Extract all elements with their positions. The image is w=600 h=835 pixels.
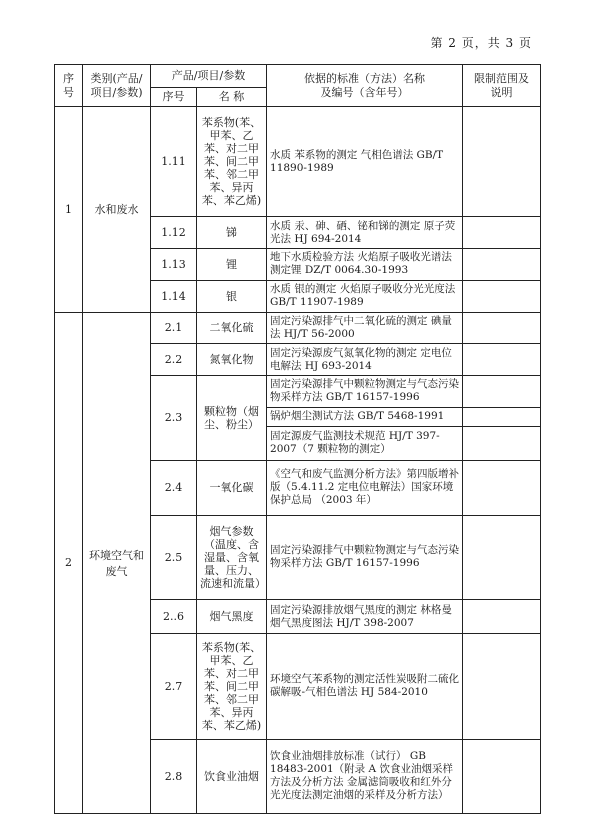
item-no: 1.12: [151, 217, 197, 249]
limit-cell: [463, 407, 541, 426]
item-standard: 水质 银的测定 火焰原子吸收分光光度法 GB/T 11907-1989: [267, 280, 463, 312]
group-seq: 1: [55, 107, 83, 312]
item-name: 饮食业油烟: [197, 739, 267, 813]
item-name: 烟气参数（温度、含湿量、含氧量、压力、流速和流量）: [197, 515, 267, 600]
item-standard: 锅炉烟尘测试方法 GB/T 5468-1991: [267, 407, 463, 426]
item-no: 1.14: [151, 280, 197, 312]
limit-cell: [463, 739, 541, 813]
item-standard: 《空气和废气监测分析方法》第四版增补版（5.4.11.2 定电位电解法）国家环境保护总局 （2003 年）: [267, 460, 463, 515]
item-no: 2..6: [151, 600, 197, 634]
item-standard: 水质 苯系物的测定 气相色谱法 GB/T 11890-1989: [267, 107, 463, 217]
table-row: [55, 312, 541, 344]
group-seq: 2: [55, 312, 83, 813]
limit-cell: [463, 280, 541, 312]
item-no: 1.13: [151, 249, 197, 281]
item-name: 苯系物(苯、甲苯、乙苯、对二甲苯、间二甲苯、邻二甲苯、异丙苯、苯乙烯): [197, 107, 267, 217]
item-no: 2.7: [151, 634, 197, 740]
item-standard: 固定源废气监测技术规范 HJ/T 397-2007（7 颗粒物的测定）: [267, 426, 463, 460]
item-standard: 固定污染源排气中二氧化硫的测定 碘量法 HJ/T 56-2000: [267, 312, 463, 344]
item-name: 二氧化硫: [197, 312, 267, 344]
item-name: 苯系物(苯、甲苯、乙苯、对二甲苯、间二甲苯、邻二甲苯、异丙苯、苯乙烯): [197, 634, 267, 740]
limit-cell: [463, 249, 541, 281]
group-category: 水和废水: [83, 107, 151, 312]
header-sub-seq: 序号: [151, 88, 197, 107]
item-standard: 环境空气苯系物的测定活性炭吸附二硫化碳解吸-气相色谱法 HJ 584-2010: [267, 634, 463, 740]
item-standard: 水质 汞、砷、硒、铋和锑的测定 原子荧光法 HJ 694-2014: [267, 217, 463, 249]
item-name: 锂: [197, 249, 267, 281]
page-number: 第 2 页，共 3 页: [430, 36, 532, 50]
header-limit: [463, 65, 541, 107]
header-standard-line1: 依据的标准（方法）名称: [304, 71, 426, 85]
item-name: 颗粒物（烟尘、粉尘）: [197, 375, 267, 460]
item-name: 锑: [197, 217, 267, 249]
standards-table: [54, 64, 541, 814]
header-category: 类别(产品/项目/参数): [83, 65, 151, 107]
item-standard: 饮食业油烟排放标准（试行） GB 18483-2001（附录 A 饮食业油烟采样方法及分析方法 金属滤筒吸收和红外分光光度法测定油烟的采样及分析方法）: [267, 739, 463, 813]
limit-cell: [463, 515, 541, 600]
item-no: 2.8: [151, 739, 197, 813]
header-limit-line2: 说明: [490, 85, 513, 99]
item-standard: 固定污染源排气中颗粒物测定与气态污染物采样方法 GB/T 16157-1996: [267, 375, 463, 407]
item-no: 2.5: [151, 515, 197, 600]
item-no: 2.1: [151, 312, 197, 344]
limit-cell: [463, 600, 541, 634]
limit-cell: [463, 460, 541, 515]
limit-cell: [463, 426, 541, 460]
item-name: 一氧化碳: [197, 460, 267, 515]
item-no: 2.4: [151, 460, 197, 515]
limit-cell: [463, 344, 541, 376]
header-name: 名 称: [197, 88, 267, 107]
item-standard: 地下水质检验方法 火焰原子吸收光谱法测定锂 DZ/T 0064.30-1993: [267, 249, 463, 281]
item-standard: 固定污染源排放烟气黑度的测定 林格曼烟气黑度图法 HJ/T 398-2007: [267, 600, 463, 634]
item-no: 2.3: [151, 375, 197, 460]
limit-cell: [463, 217, 541, 249]
item-name: 氮氧化物: [197, 344, 267, 376]
header-limit-line1: 限制范围及: [474, 71, 530, 85]
item-no: 2.2: [151, 344, 197, 376]
limit-cell: [463, 312, 541, 344]
limit-cell: [463, 375, 541, 407]
item-standard: 固定污染源废气氮氧化物的测定 定电位电解法 HJ 693-2014: [267, 344, 463, 376]
table-row: [55, 107, 541, 217]
header-product-group: 产品/项目/参数: [151, 65, 267, 88]
item-no: 1.11: [151, 107, 197, 217]
header-seq: 序号: [55, 65, 83, 107]
item-name: 烟气黑度: [197, 600, 267, 634]
limit-cell: [463, 107, 541, 217]
item-name: 银: [197, 280, 267, 312]
header-standard: [267, 65, 463, 107]
group-category: 环境空气和废气: [83, 312, 151, 813]
item-standard: 固定污染源排气中颗粒物测定与气态污染物采样方法 GB/T 16157-1996: [267, 515, 463, 600]
limit-cell: [463, 634, 541, 740]
header-standard-line2: 及编号（含年号）: [320, 85, 409, 99]
